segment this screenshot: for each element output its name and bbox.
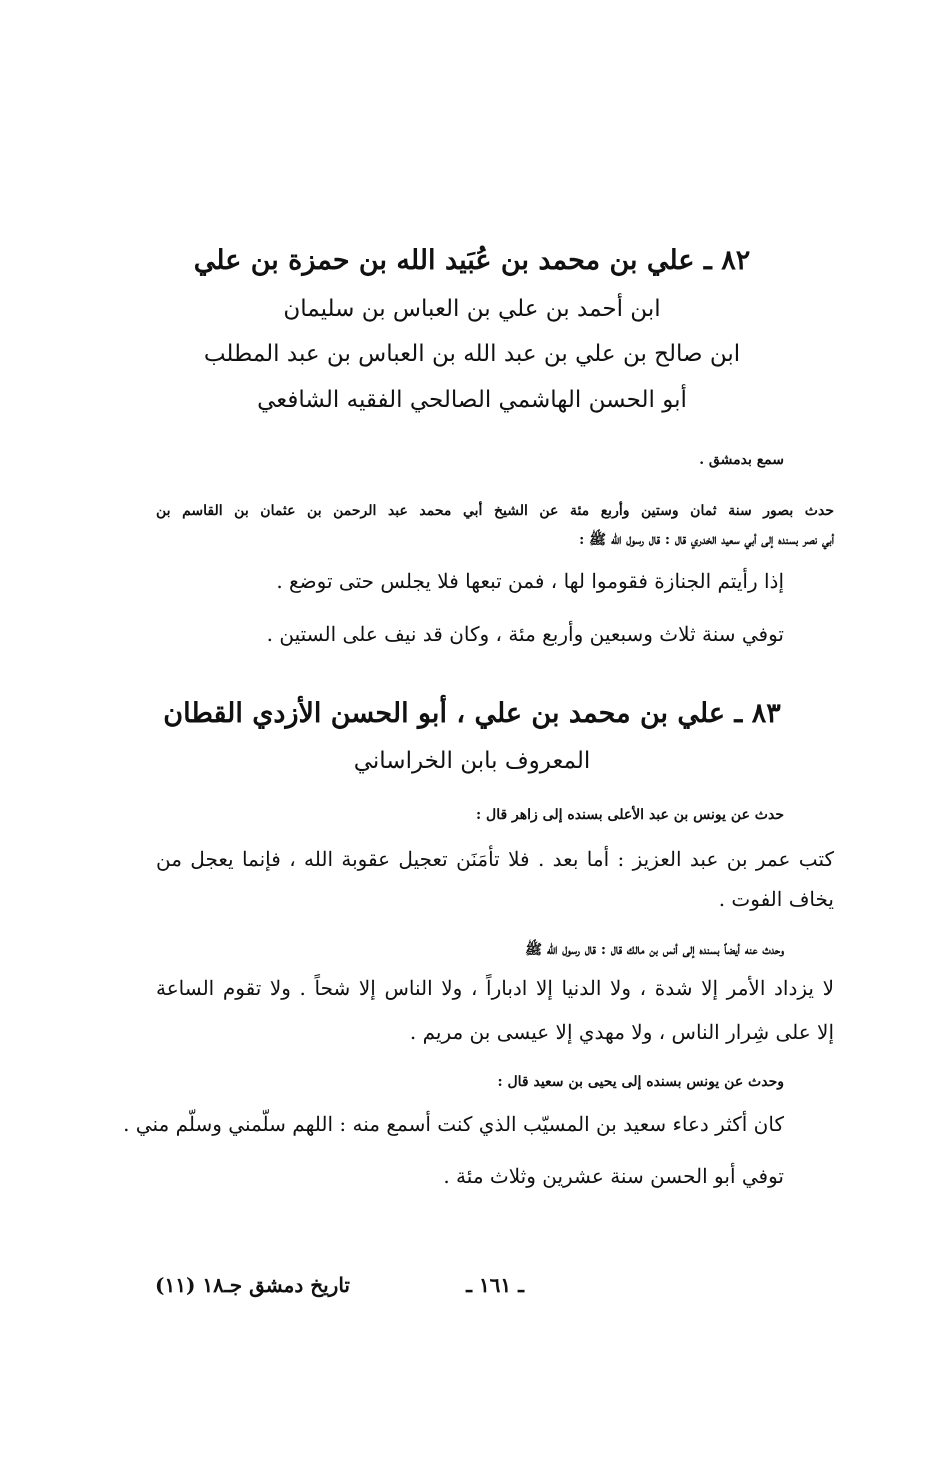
entry-83-text-2-line-2: إلا على شِرار الناس ، ولا مهدي إلا عيسى بن مريم .: [409, 1020, 834, 1044]
book-reference: تاريخ دمشق جـ١٨ (١١): [155, 1273, 350, 1297]
entry-83-heading: ٨٣ ـ علي بن محمد بن علي ، أبو الحسن الأزدي القطان: [163, 698, 781, 729]
entry-83-isnad-1: حدث عن يونس بن عبد الأعلى بسنده إلى زاهر قال :: [476, 807, 784, 823]
entry-82-heading: ٨٢ ـ علي بن محمد بن عُبَيد الله بن حمزة بن علي: [193, 245, 751, 276]
entry-83-text-3: كان أكثر دعاء سعيد بن المسيّب الذي كنت أسمع منه : اللهم سلّمني وسلّم مني .: [123, 1112, 784, 1136]
entry-82-lineage-3: أبو الحسن الهاشمي الصالحي الفقيه الشافعي: [257, 387, 687, 413]
entry-82-death: توفي سنة ثلاث وسبعين وأربع مئة ، وكان قد نيف على الستين .: [266, 622, 784, 646]
entry-82-heard: سمع بدمشق .: [699, 452, 784, 468]
entry-82-hadith: إذا رأيتم الجنازة فقوموا لها ، فمن تبعها فلا يجلس حتى توضع .: [276, 569, 784, 593]
entry-83-isnad-2: وحدث عنه أيضاً بسنده إلى أنس بن مالك قال : قال رسول الله ﷺ: [525, 942, 784, 958]
entry-83-text-1-line-1: كتب عمر بن عبد العزيز : أما بعد . فلا تأمَنَن تعجيل عقوبة الله ، فإنما يعجل من: [156, 847, 834, 871]
entry-83-death: توفي أبو الحسن سنة عشرين وثلاث مئة .: [443, 1164, 784, 1188]
page-number: ـ ١٦١ ـ: [466, 1273, 524, 1297]
entry-82-isnad-line-2: أبي نصر بسنده إلى أبي سعيد الخدري قال : قال رسول الله ﷺ :: [579, 532, 834, 548]
entry-82-isnad-line-1: حدث بصور سنة ثمان وستين وأربع مئة عن الشيخ أبي محمد عبد الرحمن بن عثمان بن القاسم بن: [156, 503, 834, 519]
entry-83-text-2-line-1: لا يزداد الأمر إلا شدة ، ولا الدنيا إلا ادباراً ، ولا الناس إلا شحاً . ولا تقوم الساعة: [156, 976, 834, 1000]
entry-82-lineage-1: ابن أحمد بن علي بن العباس بن سليمان: [283, 296, 661, 322]
entry-83-subtitle: المعروف بابن الخراساني: [353, 748, 591, 774]
entry-82-lineage-2: ابن صالح بن علي بن عبد الله بن العباس بن عبد المطلب: [203, 341, 741, 367]
entry-83-text-1-line-2: يخاف الفوت .: [718, 887, 834, 911]
entry-83-isnad-3: وحدث عن يونس بسنده إلى يحيى بن سعيد قال :: [497, 1074, 784, 1090]
